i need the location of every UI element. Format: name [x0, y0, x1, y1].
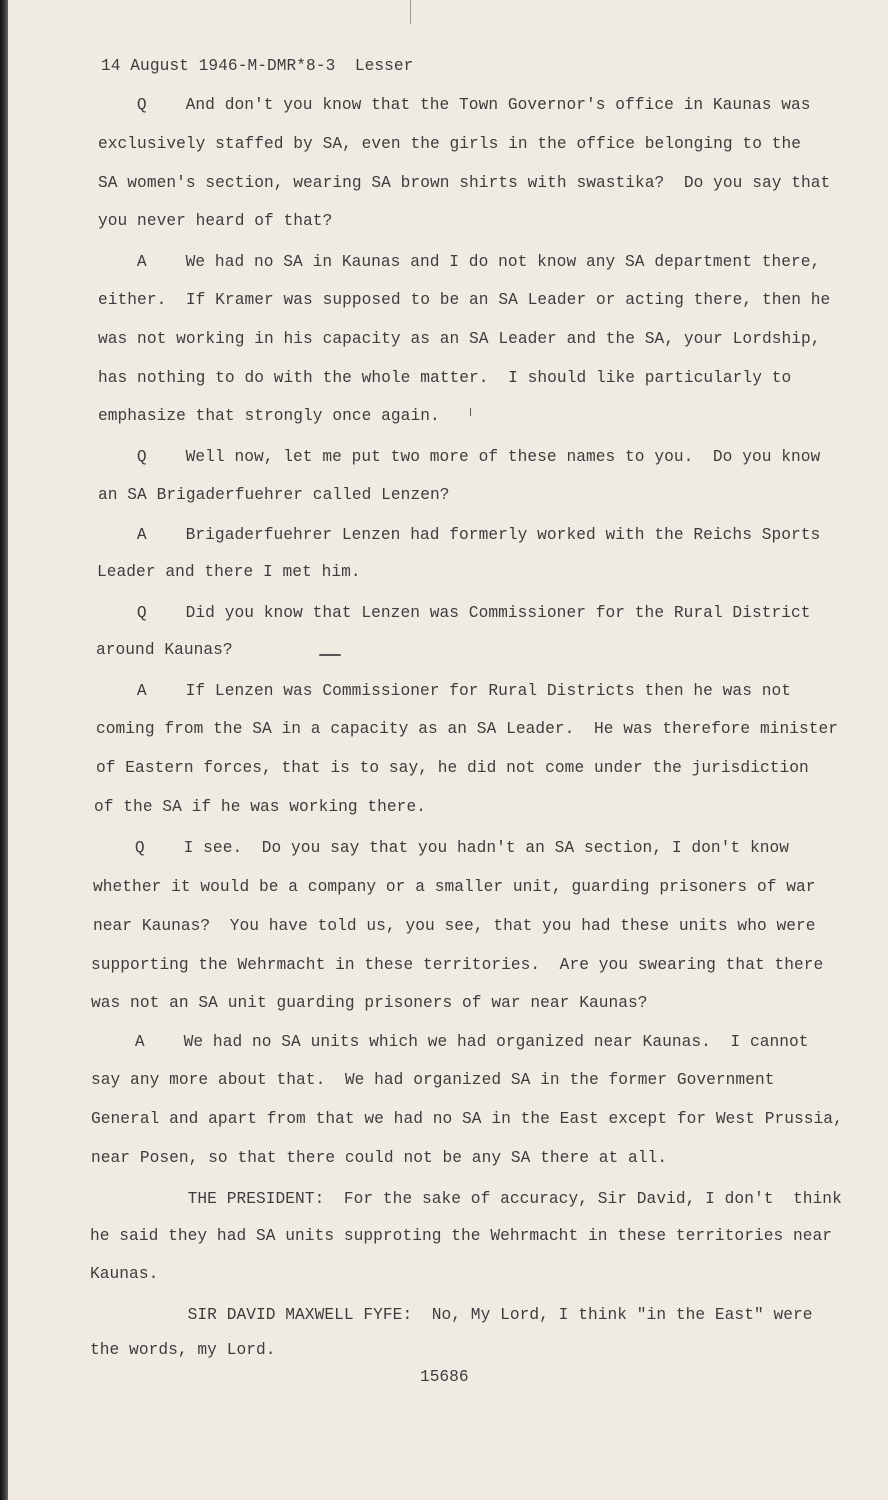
text-line: A We had no SA units which we had organized near Kaunas. I cannot — [86, 1033, 809, 1051]
text-line: Q Well now, let me put two more of these names to you. Do you know — [88, 448, 821, 466]
scan-binding-edge — [0, 0, 8, 1500]
text-line: coming from the SA in a capacity as an SA Leader. He was therefore minister — [96, 720, 839, 738]
text-line: an SA Brigaderfuehrer called Lenzen? — [98, 486, 450, 504]
text-line: A Brigaderfuehrer Lenzen had formerly worked with the Reichs Sports — [88, 526, 821, 544]
text-line: say any more about that. We had organized SA in the former Government — [91, 1071, 775, 1089]
page-number: 15686 — [420, 1368, 469, 1386]
text-line: around Kaunas? — [96, 641, 233, 659]
page-header: 14 August 1946-M-DMR*8-3 Lesser — [101, 57, 414, 75]
text-line: was not working in his capacity as an SA Leader and the SA, your Lordship, — [98, 330, 821, 348]
ink-speck — [470, 408, 471, 416]
fold-mark — [410, 0, 411, 24]
text-line: A If Lenzen was Commissioner for Rural Districts then he was not — [88, 682, 792, 700]
document-page — [8, 0, 888, 1500]
text-line: was not an SA unit guarding prisoners of war near Kaunas? — [91, 994, 648, 1012]
text-line: Q And don't you know that the Town Governor's office in Kaunas was — [88, 96, 811, 114]
text-line: SA women's section, wearing SA brown shirts with swastika? Do you say that — [98, 174, 831, 192]
text-line: he said they had SA units supproting the Wehrmacht in these territories near — [90, 1227, 833, 1245]
text-line: emphasize that strongly once again. — [98, 407, 440, 425]
text-line: has nothing to do with the whole matter. I should like particularly to — [98, 369, 792, 387]
text-line: Q Did you know that Lenzen was Commissioner for the Rural District — [88, 604, 811, 622]
text-line: General and apart from that we had no SA in the East except for West Prussia, — [91, 1110, 843, 1128]
text-line: exclusively staffed by SA, even the girls in the office belonging to the — [98, 135, 802, 153]
ink-speck — [319, 654, 341, 656]
text-line: A We had no SA in Kaunas and I do not know any SA department there, — [88, 253, 821, 271]
text-line: the words, my Lord. — [90, 1341, 276, 1359]
text-line: near Kaunas? You have told us, you see, that you had these units who were — [93, 917, 816, 935]
text-line: whether it would be a company or a smaller unit, guarding prisoners of war — [93, 878, 816, 896]
text-line: either. If Kramer was supposed to be an SA Leader or acting there, then he — [98, 291, 831, 309]
text-line: you never heard of that? — [98, 212, 333, 230]
text-line: Kaunas. — [90, 1265, 159, 1283]
text-line: supporting the Wehrmacht in these territories. Are you swearing that there — [91, 956, 824, 974]
text-line: of the SA if he was working there. — [94, 798, 426, 816]
text-line: THE PRESIDENT: For the sake of accuracy, Sir David, I don't think — [90, 1190, 842, 1208]
text-line: near Posen, so that there could not be any SA there at all. — [91, 1149, 668, 1167]
text-line: of Eastern forces, that is to say, he did not come under the jurisdiction — [96, 759, 809, 777]
text-line: SIR DAVID MAXWELL FYFE: No, My Lord, I think "in the East" were — [90, 1306, 813, 1324]
text-line: Q I see. Do you say that you hadn't an SA section, I don't know — [86, 839, 790, 857]
text-line: Leader and there I met him. — [97, 563, 361, 581]
